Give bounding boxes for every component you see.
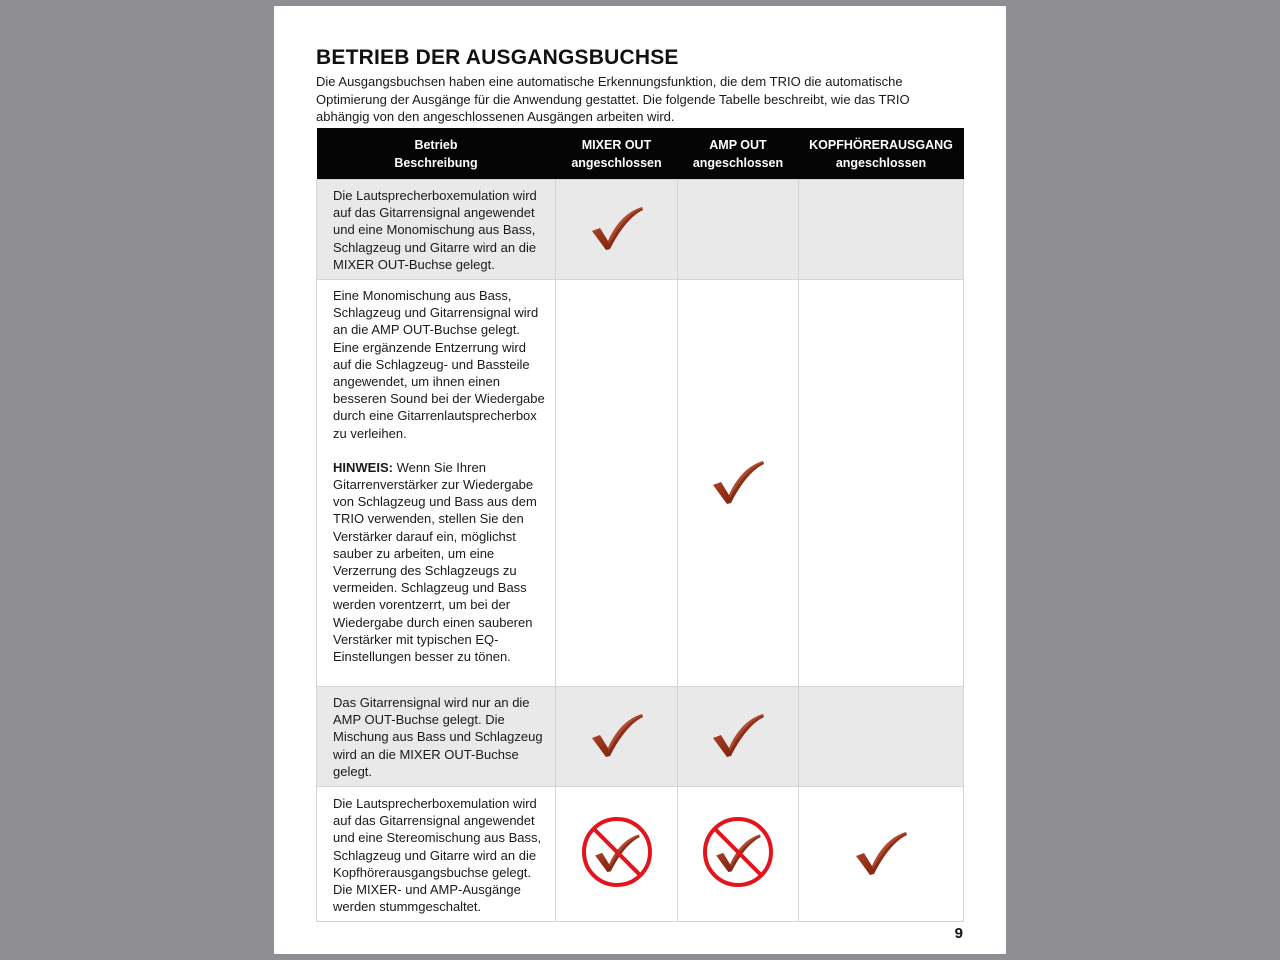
cell-mixer-out [556, 280, 678, 687]
row-description: Die Lautsprecherboxemulation wird auf das Gitarrensignal angewendet und eine Monomischung aus Bass, Schlagzeug und Gitarre wird an die MIXER OUT-Buchse gelegt. [317, 180, 556, 280]
row-description: Eine Monomischung aus Bass, Schlagzeug und Gitarrensignal wird an die AMP OUT-Buchse gelegt. Eine ergänzende Entzerrung wird auf die Schlagzeug- und Bassteile angewendet, um ihnen einen besseren Sound bei der Wiedergabe durch eine Gitarrenlautsprecherbox zu verleihen. HINWEIS: Wenn Sie Ihren Gitarrenverstärker zur Wiedergabe von Schlagzeug und Bass aus dem TRIO verwenden, stellen Sie den Verstärker darauf ein, möglichst sauber zu arbeiten, um eine Verzerrung des Schlagzeugs zu vermeiden. Schlagzeug und Bass werden vorentzerrt, um bei der Wiedergabe durch einen sauberen Verstärker mit typischen EQ-Einstellungen besser zu tönen. [317, 280, 556, 687]
cell-mixer-out [556, 687, 678, 787]
header-headphones: KOPFHÖRERAUSGANG angeschlossen [799, 128, 964, 180]
cell-headphones [799, 787, 964, 922]
cell-headphones [799, 180, 964, 280]
header-amp-out: AMP OUT angeschlossen [678, 128, 799, 180]
table-header-row [317, 128, 964, 180]
cell-amp-out [678, 180, 799, 280]
table-row [317, 180, 964, 280]
table-row [317, 687, 964, 787]
prohibited-checkmark-icon [580, 815, 654, 889]
cell-headphones [799, 280, 964, 687]
row-description: Die Lautsprecherboxemulation wird auf das Gitarrensignal angewendet und eine Stereomischung aus Bass, Schlagzeug und Gitarre wird an die Kopfhörerausgangsbuchse gelegt. Die MIXER- und AMP-Ausgänge werden stummgeschaltet. [317, 787, 556, 922]
checkmark-icon [590, 710, 644, 758]
header-mixer-out: MIXER OUT angeschlossen [556, 128, 678, 180]
intro-paragraph: Die Ausgangsbuchsen haben eine automatische Erkennungsfunktion, die dem TRIO die automatische Optimierung der Ausgänge für die Anwendung gestattet. Die folgende Tabelle beschreibt, wie das TRIO abhängig von den angeschlossenen Ausgängen arbeiten wird. [316, 74, 910, 124]
document-page [274, 6, 1006, 954]
cell-amp-out [678, 687, 799, 787]
row-description: Das Gitarrensignal wird nur an die AMP OUT-Buchse gelegt. Die Mischung aus Bass und Schlagzeug wird an die MIXER OUT-Buchse gelegt. [317, 687, 556, 787]
cell-headphones [799, 687, 964, 787]
prohibited-checkmark-icon [701, 815, 775, 889]
header-description: Betrieb Beschreibung [317, 128, 556, 180]
page-title: BETRIEB DER AUSGANGSBUCHSE [316, 46, 679, 69]
note-text: Wenn Sie Ihren Gitarrenverstärker zur Wiedergabe von Schlagzeug und Bass aus dem TRIO verwenden, stellen Sie den Verstärker darauf ein, möglichst sauber zu arbeiten, um eine Verzerrung des Schlagzeugs zu vermeiden. Schlagzeug und Bass werden vorentzerrt, um bei der Wiedergabe durch einen sauberen Verstärker mit typischen EQ-Einstellungen besser zu tönen. [333, 459, 537, 665]
checkmark-icon [590, 203, 644, 251]
note-label: HINWEIS: [333, 459, 393, 475]
note [333, 459, 547, 665]
cell-amp-out [678, 787, 799, 922]
page-number: 9 [954, 925, 963, 942]
cell-mixer-out [556, 787, 678, 922]
checkmark-icon [711, 710, 765, 758]
table-row [317, 787, 964, 922]
cell-amp-out [678, 280, 799, 687]
cell-mixer-out [556, 180, 678, 280]
checkmark-icon [854, 828, 908, 876]
output-operation-table [316, 128, 964, 922]
table-row [317, 280, 964, 687]
checkmark-icon [711, 457, 765, 505]
